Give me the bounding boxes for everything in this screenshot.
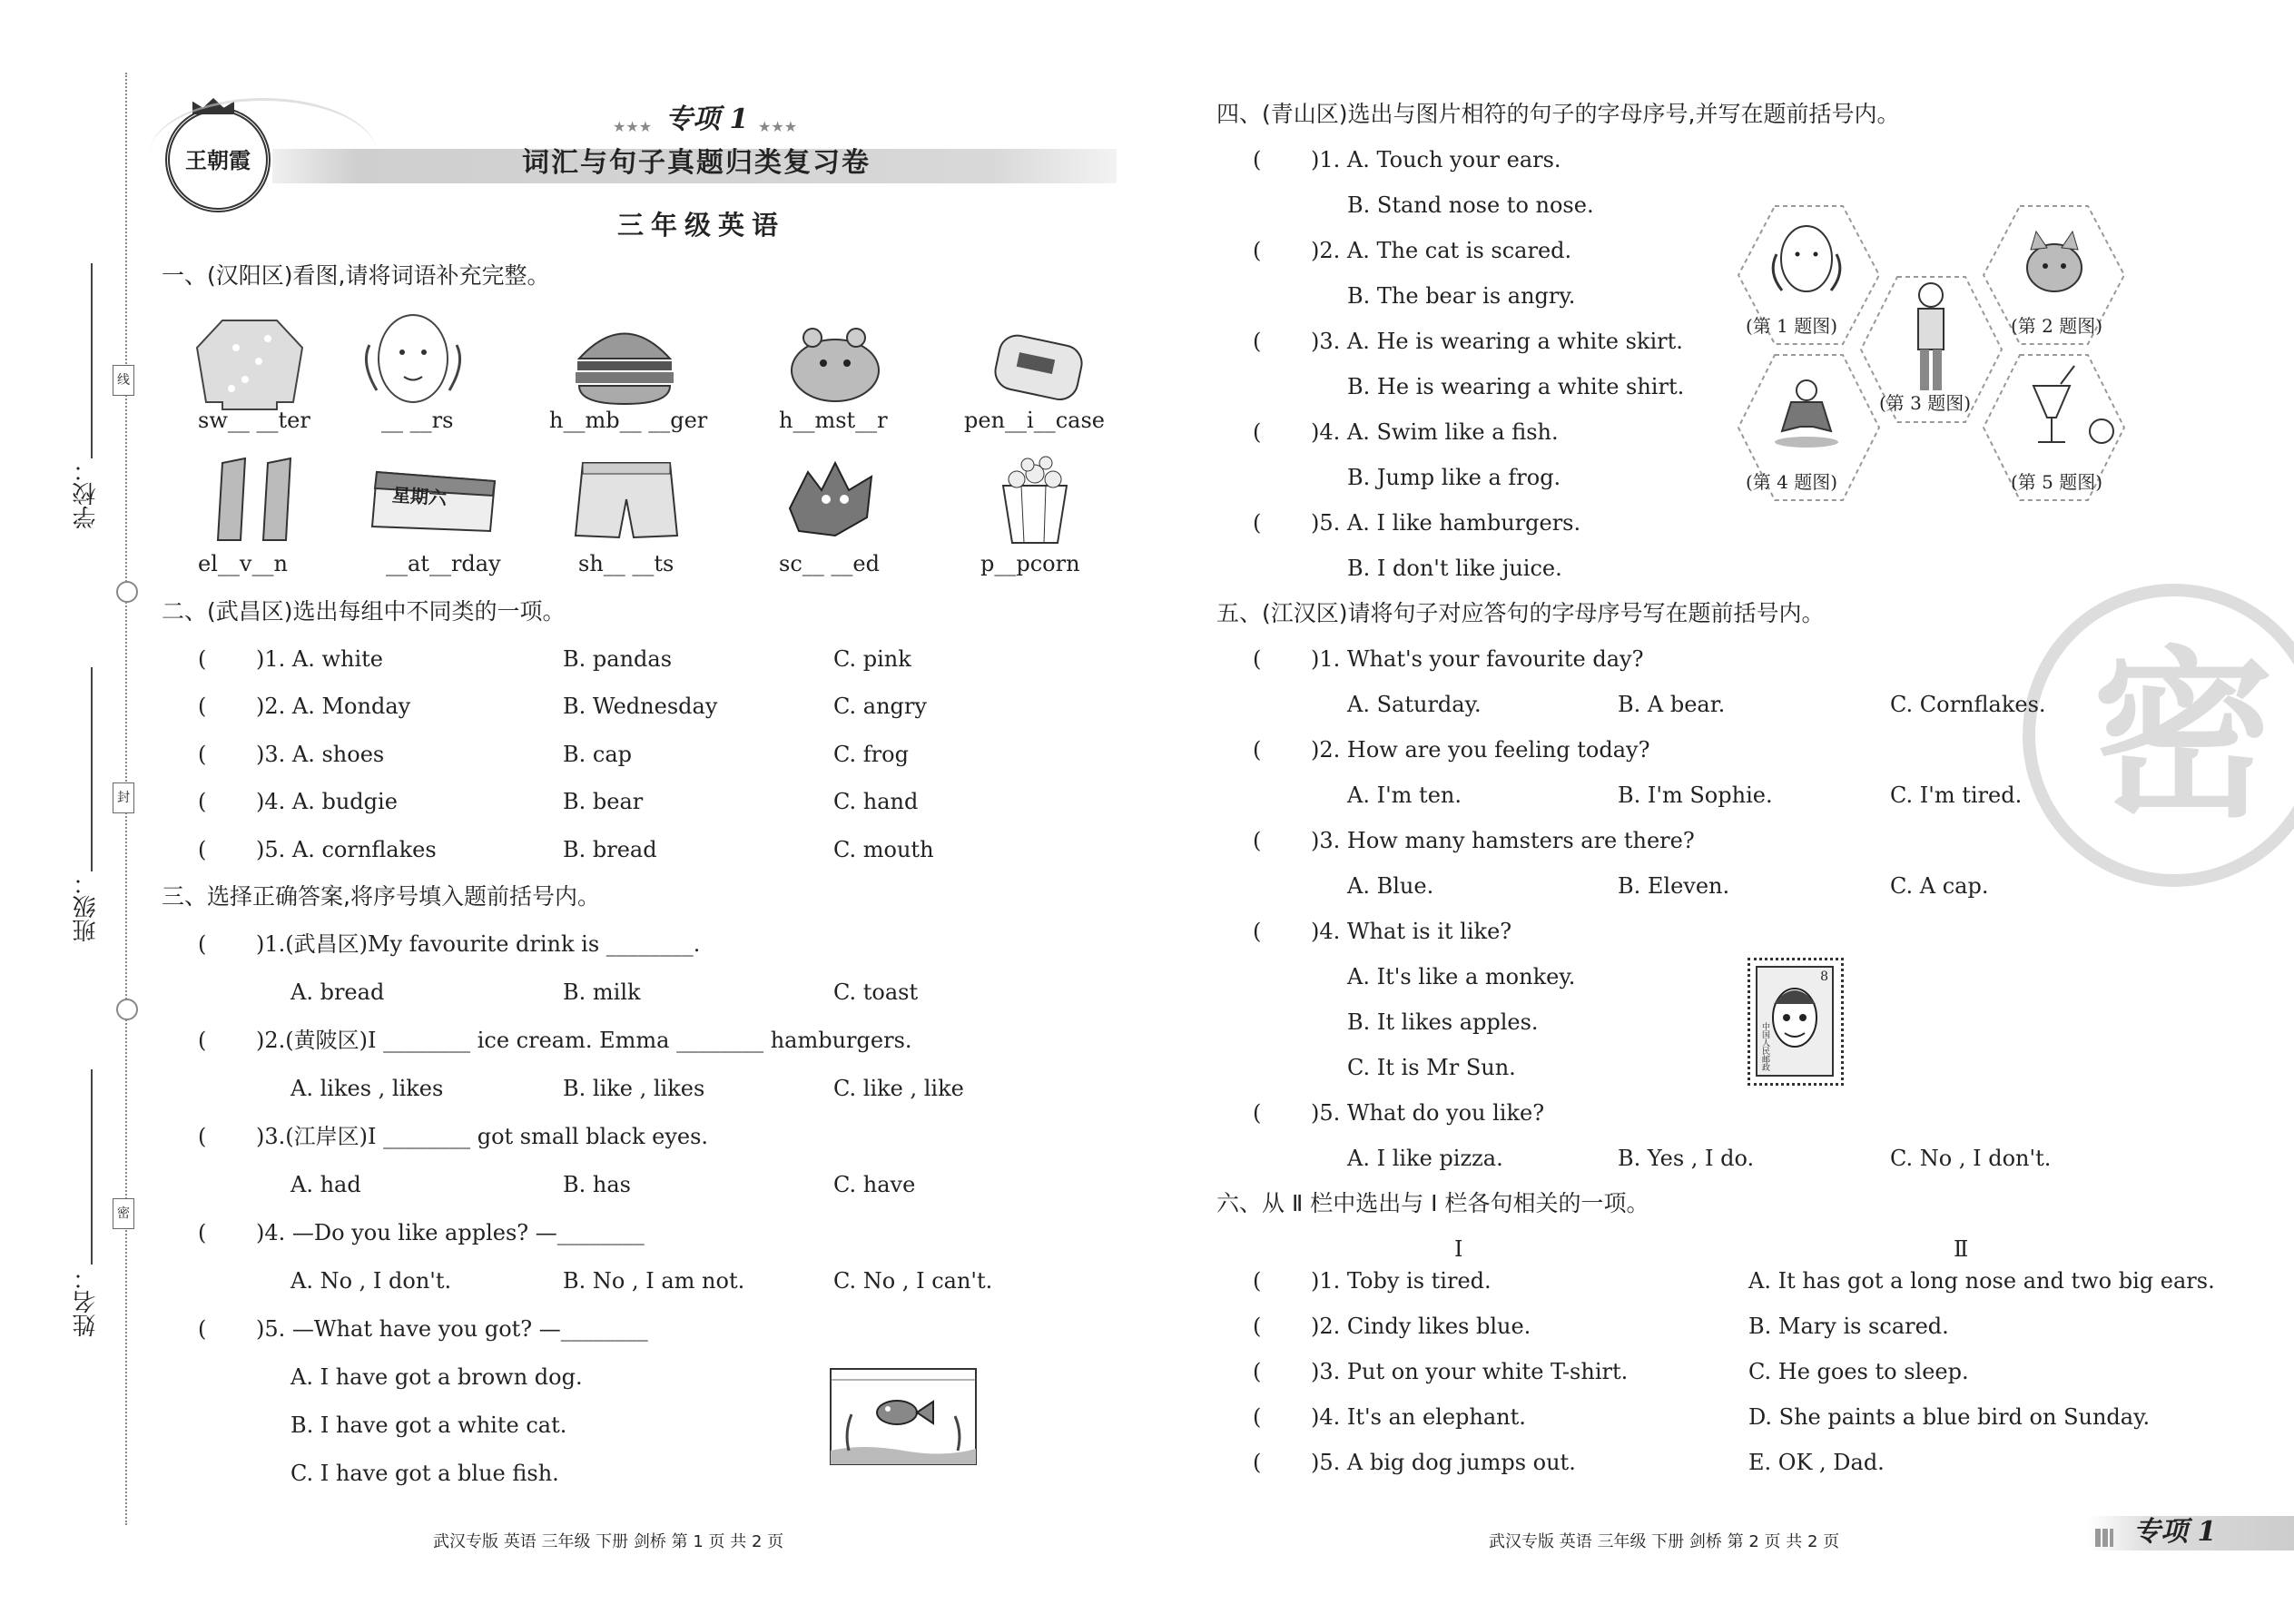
name-underline xyxy=(91,1069,93,1265)
answer-bracket[interactable]: ( xyxy=(1253,1450,1262,1475)
name-label: 姓名： xyxy=(73,1266,100,1337)
question-text: )4. What is it like? xyxy=(1311,919,1512,944)
question-text: )3. A. He is wearing a white skirt. xyxy=(1311,329,1683,354)
option-c: C. pink xyxy=(833,646,911,672)
option-a: A. I have got a brown dog. xyxy=(290,1364,583,1390)
column-header-2: Ⅱ xyxy=(1954,1236,1969,1262)
option-c: C. angry xyxy=(833,694,927,719)
seal-box-2 xyxy=(113,782,134,813)
option-c: C. frog xyxy=(833,742,909,767)
tag-label: 专项 1 xyxy=(665,103,749,135)
option-b: B. I have got a white cat. xyxy=(290,1412,567,1438)
answer-bracket[interactable]: ( xyxy=(198,1220,207,1245)
word-blank: sc__ __ed xyxy=(779,551,880,576)
question-text: )3. How many hamsters are there? xyxy=(1311,828,1695,853)
option-b: B. bread xyxy=(563,837,657,862)
option-a: )5. A. cornflakes xyxy=(256,837,437,862)
option-a: A. had xyxy=(290,1172,361,1197)
option-b: B. It likes apples. xyxy=(1347,1009,1539,1035)
answer-bracket[interactable]: ( xyxy=(1253,510,1262,536)
page-subtitle: 三年级英语 xyxy=(617,210,786,241)
column-1-item: )5. A big dog jumps out. xyxy=(1311,1450,1576,1475)
answer-bracket[interactable]: ( xyxy=(1253,419,1262,445)
column-1-item: )4. It's an elephant. xyxy=(1311,1404,1526,1430)
answer-bracket[interactable]: ( xyxy=(1253,1314,1262,1339)
answer-bracket[interactable]: ( xyxy=(1253,1359,1262,1384)
column-1-item: )2. Cindy likes blue. xyxy=(1311,1314,1531,1339)
question-text: )5. —What have you got? —________ xyxy=(256,1316,648,1342)
option-c: C. mouth xyxy=(833,837,934,862)
option-a: )1. A. white xyxy=(256,646,384,672)
section-6-heading: 六、从 Ⅱ 栏中选出与 Ⅰ 栏各句相关的一项。 xyxy=(1216,1190,1649,1216)
option-a: )4. A. budgie xyxy=(256,789,398,814)
option-a: )3. A. shoes xyxy=(256,742,385,767)
school-label: 学校： xyxy=(73,458,100,529)
hamburger-image xyxy=(570,318,679,408)
column-2-item: D. She paints a blue bird on Sunday. xyxy=(1748,1404,2151,1430)
footer-left: 武汉专版 英语 三年级 下册 剑桥 第 1 页 共 2 页 xyxy=(433,1532,784,1551)
school-underline xyxy=(91,263,93,458)
column-1-item: )3. Put on your white T-shirt. xyxy=(1311,1359,1629,1384)
option-b: B. like , likes xyxy=(563,1076,705,1101)
option-b: B. milk xyxy=(563,979,641,1005)
column-2-item: E. OK , Dad. xyxy=(1748,1450,1885,1475)
option-b: B. cap xyxy=(563,742,633,767)
option-b: B. I'm Sophie. xyxy=(1618,782,1773,808)
option-a: A. No , I don't. xyxy=(290,1268,452,1294)
answer-bracket[interactable]: ( xyxy=(1253,828,1262,853)
answer-bracket[interactable]: ( xyxy=(1253,1404,1262,1430)
stamp-text: 中国人民邮政 xyxy=(1760,1022,1769,1071)
answer-bracket[interactable]: ( xyxy=(1253,737,1262,763)
pic-label-4: (第 4 题图) xyxy=(1746,471,1838,493)
option-c: C. A cap. xyxy=(1890,873,1989,899)
word-blank: __ __rs xyxy=(381,408,454,433)
watermark-seal-icon xyxy=(2020,581,2294,890)
word-blank: p__pcorn xyxy=(980,551,1080,576)
option-b: B. The bear is angry. xyxy=(1347,283,1576,309)
logo-text: 王朝霞 xyxy=(185,147,251,173)
answer-bracket[interactable]: ( xyxy=(1253,147,1262,172)
question-text: )4. A. Swim like a fish. xyxy=(1311,419,1559,445)
option-b: B. Eleven. xyxy=(1618,873,1730,899)
hexagon-picture-group xyxy=(1711,204,2156,504)
answer-bracket[interactable]: ( xyxy=(198,1316,207,1342)
popcorn-image xyxy=(989,454,1080,545)
answer-bracket[interactable]: ( xyxy=(198,1124,207,1149)
footer-right: 武汉专版 英语 三年级 下册 剑桥 第 2 页 共 2 页 xyxy=(1489,1532,1840,1551)
option-b: B. bear xyxy=(563,789,644,814)
option-a: )2. A. Monday xyxy=(256,694,411,719)
pic-label-2: (第 2 题图) xyxy=(2011,315,2103,337)
option-c: C. hand xyxy=(833,789,919,814)
word-blank: __at__rday xyxy=(386,551,501,576)
option-c: C. I'm tired. xyxy=(1890,782,2023,808)
answer-bracket[interactable]: ( xyxy=(198,694,207,719)
question-text: )2. A. The cat is scared. xyxy=(1311,238,1572,263)
question-text: )4. —Do you like apples? —________ xyxy=(256,1220,645,1245)
section-3-heading: 三、选择正确答案,将序号填入题前括号内。 xyxy=(162,883,600,910)
pencil-case-image xyxy=(989,322,1089,408)
footer-tag-squares xyxy=(2095,1529,2113,1547)
class-label: 班级： xyxy=(73,871,100,942)
stamp-value: 8 xyxy=(1820,969,1828,984)
calendar-label: 星期六 xyxy=(391,483,448,510)
stamp-image xyxy=(1748,958,1844,1086)
word-blank: el__v__n xyxy=(198,551,288,576)
answer-bracket[interactable]: ( xyxy=(198,789,207,814)
option-b: B. Yes , I do. xyxy=(1618,1146,1755,1171)
column-header-1: Ⅰ xyxy=(1454,1236,1463,1262)
option-a: A. I like pizza. xyxy=(1347,1146,1503,1171)
option-b: B. I don't like juice. xyxy=(1347,556,1562,581)
footer-tag: 专项 1 xyxy=(2133,1516,2217,1548)
binding-hole-icon xyxy=(116,999,138,1020)
tag-stars-left: ★★★ xyxy=(613,118,653,135)
eleven-image xyxy=(204,454,304,545)
section-5-heading: 五、(江汉区)请将句子对应答句的字母序号写在题前括号内。 xyxy=(1216,600,1825,626)
answer-bracket[interactable]: ( xyxy=(1253,1268,1262,1294)
word-blank: h__mst__r xyxy=(779,408,888,433)
question-text: )1. A. Touch your ears. xyxy=(1311,147,1561,172)
option-b: B. Stand nose to nose. xyxy=(1347,192,1594,218)
question-text: )2. How are you feeling today? xyxy=(1311,737,1650,763)
option-a: A. I'm ten. xyxy=(1347,782,1462,808)
answer-bracket[interactable]: ( xyxy=(1253,1100,1262,1126)
option-c: C. toast xyxy=(833,979,919,1005)
option-b: B. pandas xyxy=(563,646,673,672)
hamster-image xyxy=(785,318,885,408)
option-c: C. No , I don't. xyxy=(1890,1146,2052,1171)
option-b: B. He is wearing a white shirt. xyxy=(1347,374,1685,399)
answer-bracket[interactable]: ( xyxy=(1253,646,1262,672)
option-a: A. Saturday. xyxy=(1347,692,1482,717)
column-2-item: C. He goes to sleep. xyxy=(1748,1359,1969,1384)
option-c: C. have xyxy=(833,1172,916,1197)
option-a: A. bread xyxy=(290,979,385,1005)
seal-box-1 xyxy=(113,365,134,396)
seal-text-3: 密 xyxy=(117,1206,130,1221)
fish-tank-image xyxy=(826,1360,980,1469)
binding-hole-icon xyxy=(116,581,138,603)
option-c: C. Cornflakes. xyxy=(1890,692,2046,717)
answer-bracket[interactable]: ( xyxy=(198,1028,207,1053)
option-c: C. like , like xyxy=(833,1076,964,1101)
option-b: B. No , I am not. xyxy=(563,1268,745,1294)
shorts-image xyxy=(572,454,681,545)
option-c: C. It is Mr Sun. xyxy=(1347,1055,1516,1080)
class-underline xyxy=(91,667,93,871)
question-text: )5. A. I like hamburgers. xyxy=(1311,510,1581,536)
option-c: C. I have got a blue fish. xyxy=(290,1461,559,1486)
question-text: )3.(江岸区)I ________ got small black eyes. xyxy=(256,1124,709,1149)
question-text: )1.(武昌区)My favourite drink is ________. xyxy=(256,931,701,957)
word-blank: pen__i__case xyxy=(964,408,1105,433)
section-4-heading: 四、(青山区)选出与图片相符的句子的字母序号,并写在题前括号内。 xyxy=(1216,101,1900,127)
ribbon-decoration xyxy=(150,98,377,210)
svg-text:密: 密 xyxy=(2092,631,2275,842)
sweater-image xyxy=(195,311,304,411)
scared-cat-image xyxy=(781,454,881,545)
seal-box-3 xyxy=(113,1198,134,1229)
question-text: )2.(黄陂区)I ________ ice cream. Emma ________ hamburgers. xyxy=(256,1028,912,1053)
pic-label-5: (第 5 题图) xyxy=(2011,471,2103,493)
section-2-heading: 二、(武昌区)选出每组中不同类的一项。 xyxy=(162,598,566,625)
column-1-item: )1. Toby is tired. xyxy=(1311,1268,1492,1294)
ears-face-image xyxy=(359,309,468,413)
column-2-item: A. It has got a long nose and two big ears. xyxy=(1748,1268,2215,1294)
tag-stars-right: ★★★ xyxy=(758,118,798,135)
option-a: A. It's like a monkey. xyxy=(1347,964,1576,989)
option-c: C. No , I can't. xyxy=(833,1268,993,1294)
answer-bracket[interactable]: ( xyxy=(198,742,207,767)
answer-bracket[interactable]: ( xyxy=(1253,238,1262,263)
word-blank: sw__ __ter xyxy=(198,408,310,433)
option-a: A. likes , likes xyxy=(290,1076,444,1101)
pic-label-1: (第 1 题图) xyxy=(1746,315,1838,337)
answer-bracket[interactable]: ( xyxy=(1253,919,1262,944)
option-b: B. A bear. xyxy=(1618,692,1726,717)
answer-bracket[interactable]: ( xyxy=(198,837,207,862)
option-b: B. Jump like a frog. xyxy=(1347,465,1561,490)
answer-bracket[interactable]: ( xyxy=(1253,329,1262,354)
seal-text-2: 封 xyxy=(117,791,130,805)
word-blank: sh__ __ts xyxy=(578,551,674,576)
section-1-heading: 一、(汉阳区)看图,请将词语补充完整。 xyxy=(162,262,550,289)
option-b: B. has xyxy=(563,1172,631,1197)
answer-bracket[interactable]: ( xyxy=(198,646,207,672)
page-title: 词汇与句子真题归类复习卷 xyxy=(522,147,871,179)
answer-bracket[interactable]: ( xyxy=(198,931,207,957)
pic-label-3: (第 3 题图) xyxy=(1879,392,1972,414)
column-2-item: B. Mary is scared. xyxy=(1748,1314,1949,1339)
word-blank: h__mb__ __ger xyxy=(549,408,708,433)
option-a: A. Blue. xyxy=(1347,873,1434,899)
question-text: )1. What's your favourite day? xyxy=(1311,646,1644,672)
question-text: )5. What do you like? xyxy=(1311,1100,1545,1126)
option-b: B. Wednesday xyxy=(563,694,718,719)
seal-text-1: 线 xyxy=(117,373,130,388)
